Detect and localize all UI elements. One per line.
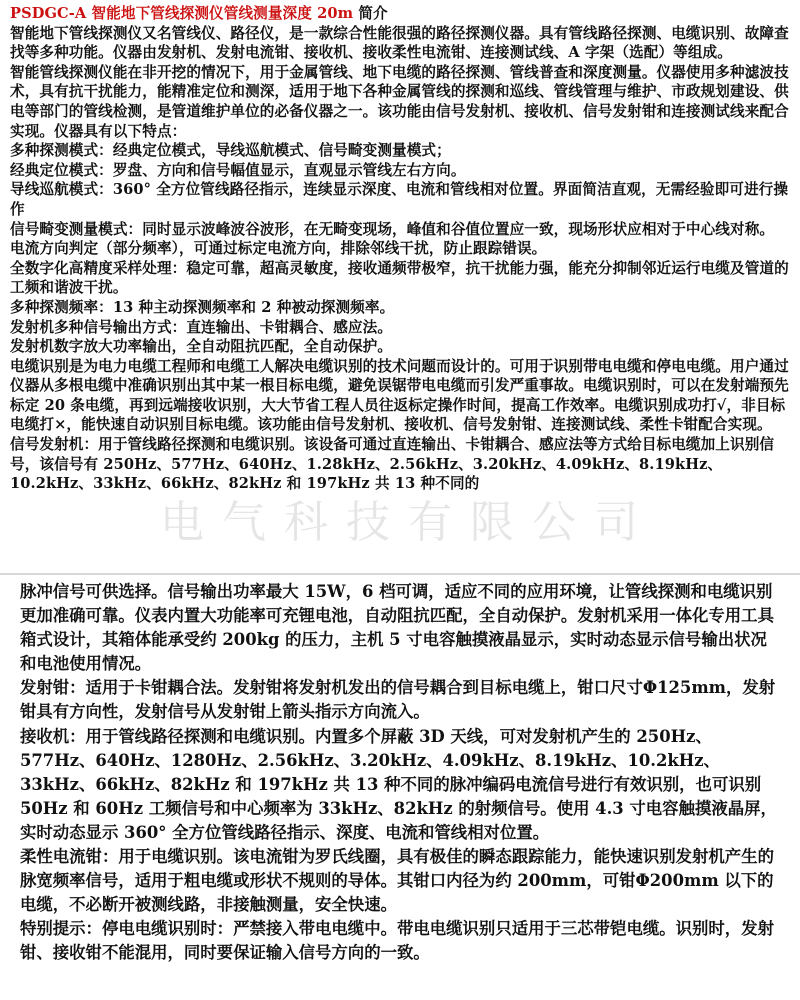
paragraph-transmitter-clamp: 发射钳：适用于卡钳耦合法。发射钳将发射机发出的信号耦合到目标电缆上，钳口尺寸Φ125mm，发射钳具有方向性，发射信号从发射钳上箭头指示方向流入。 (20, 678, 776, 722)
section-divider (0, 573, 800, 575)
paragraph-application: 智能管线探测仪能在非开挖的情况下，用于金属管线、地下电缆的路径探测、管线普查和深度测量。仪器使用多种滤波技术，具有抗干扰能力，能精准定位和测深，适用于地下各种金属管线的探测和巡线、管线管理与维护、市政规划建设、供电等部门的管线检测，是管道维护单位的必备仪器之一。该功能由信号发射机、接收机、信号发射钳和连接测试线来配合实现。仪器具有以下特点： (10, 63, 789, 140)
feature-frequencies: 多种探测频率：13 种主动探测频率和 2 种被动探测频率。 (10, 298, 395, 316)
title-suffix: 简介 (353, 5, 388, 22)
feature-power-output: 发射机数字放大功率输出，全自动阻抗匹配，全自动保护。 (10, 338, 393, 356)
watermark: 电气科技有限公司 (160, 497, 656, 548)
feature-cruise-mode: 导线巡航模式：360° 全方位管线路径指示，连续显示深度、电流和管线相对位置。界面简洁直观，无需经验即可进行操作 (10, 181, 789, 218)
paragraph-transmitter-continued: 脉冲信号可供选择。信号输出功率最大 15W，6 档可调，适应不同的应用环境，让管线探测和电缆识别更加准确可靠。仪表内置大功能率可充锂电池，自动阻抗匹配，全自动保护。发射机采用一体化专用工具箱式设计，其箱体能承受约 200kg 的压力，主机 5 寸电容触摸液晶显示，实时动态显示信号输出状况和电池使用情况。 (20, 582, 774, 674)
feature-distortion-mode: 信号畸变测量模式：同时显示波峰波谷波形，在无畸变现场，峰值和谷值位置应一致，现场形状应相对于中心线对称。 (10, 220, 775, 238)
feature-current-direction: 电流方向判定（部分频率），可通过标定电流方向，排除邻线干扰，防止跟踪错误。 (10, 240, 547, 258)
feature-classic-mode: 经典定位模式：罗盘、方向和信号幅值显示，直观显示管线左右方向。 (10, 161, 466, 179)
feature-output-modes: 发射机多种信号输出方式：直连输出、卡钳耦合、感应法。 (10, 318, 393, 336)
paragraph-receiver: 接收机：用于管线路径探测和电缆识别。内置多个屏蔽 3D 天线，可对发射机产生的 250Hz、577Hz、640Hz、1280Hz、2.56kHz、3.20kHz、4.09kHz、8.19kHz、10.2kHz、33kHz、66kHz、82kHz 和 197kHz 共 13 种不同的脉冲编码电流信号进行有效识别，也可识别 50Hz 和 60Hz 工频信号和中心频率为 33kHz、82kHz 的射频信号。使用 4.3 寸电容触摸液晶屏，实时动态显示 360° 全方位管线路径指示、深度、电流和管线相对位置。 (20, 726, 777, 842)
paragraph-flexible-clamp: 柔性电流钳：用于电缆识别。该电流钳为罗氏线圈，具有极佳的瞬态跟踪能力，能快速识别发射机产生的脉宽频率信号，适用于粗电缆或形状不规则的导体。其钳口内径为约 200mm，可钳Φ200mm 以下的电缆，不必断开被测线路，非接触测量，安全快速。 (20, 847, 774, 915)
feature-digital-sampling: 全数字化高精度采样处理：稳定可靠，超高灵敏度，接收通频带极窄，抗干扰能力强，能充分抑制邻近运行电缆及管道的工频和谐波干扰。 (10, 259, 789, 297)
product-title: PSDGC-A 智能地下管线探测仪管线测量深度 20m (10, 5, 354, 22)
paragraph-special-notice: 特别提示：停电电缆识别时：严禁接入带电电缆中。带电电缆识别只适用于三芯带铠电缆。识别时，发射钳、接收钳不能混用，同时要保证输入信号方向的一致。 (20, 919, 774, 963)
paragraph-overview: 智能地下管线探测仪又名管线仪、路径仪，是一款综合性能很强的路径探测仪器。具有管线路径探测、电缆识别、故障查找等多种功能。仪器由发射机、发射电流钳、接收机、接收柔性电流钳、连接测试线、A 字架（选配）等组成。 (10, 24, 789, 62)
feature-modes: 多种探测模式：经典定位模式，导线巡航模式、信号畸变测量模式； (10, 142, 451, 160)
paragraph-transmitter: 信号发射机：用于管线路径探测和电缆识别。该设备可通过直连输出、卡钳耦合、感应法等方式给目标电缆加上识别信号，该信号有 250Hz、577Hz、640Hz、1.28kHz、2.56kHz、3.20kHz、4.09kHz、8.19kHz、10.2kHz、33kHz、66kHz、82kHz 和 197kHz 共 13 种不同的 (10, 436, 775, 493)
lower-text-section (0, 578, 800, 998)
paragraph-cable-identification: 电缆识别是为电力电缆工程师和电缆工人解决电缆识别的技术问题而设计的。可用于识别带电电缆和停电电缆。用户通过仪器从多根电缆中准确识别出其中某一根目标电缆，避免误锯带电电缆而引发严重事故。电缆识别时，可以在发射端预先标定 20 条电缆，再到远端接收识别，大大节省工程人员往返标定操作时间，提高工作效率。电缆识别成功打√，非目标电缆打×，能快速自动识别目标电缆。该功能由信号发射机、接收机、信号发射钳、连接测试线、柔性卡钳配合实现。 (10, 357, 789, 434)
intro-title (10, 4, 790, 24)
